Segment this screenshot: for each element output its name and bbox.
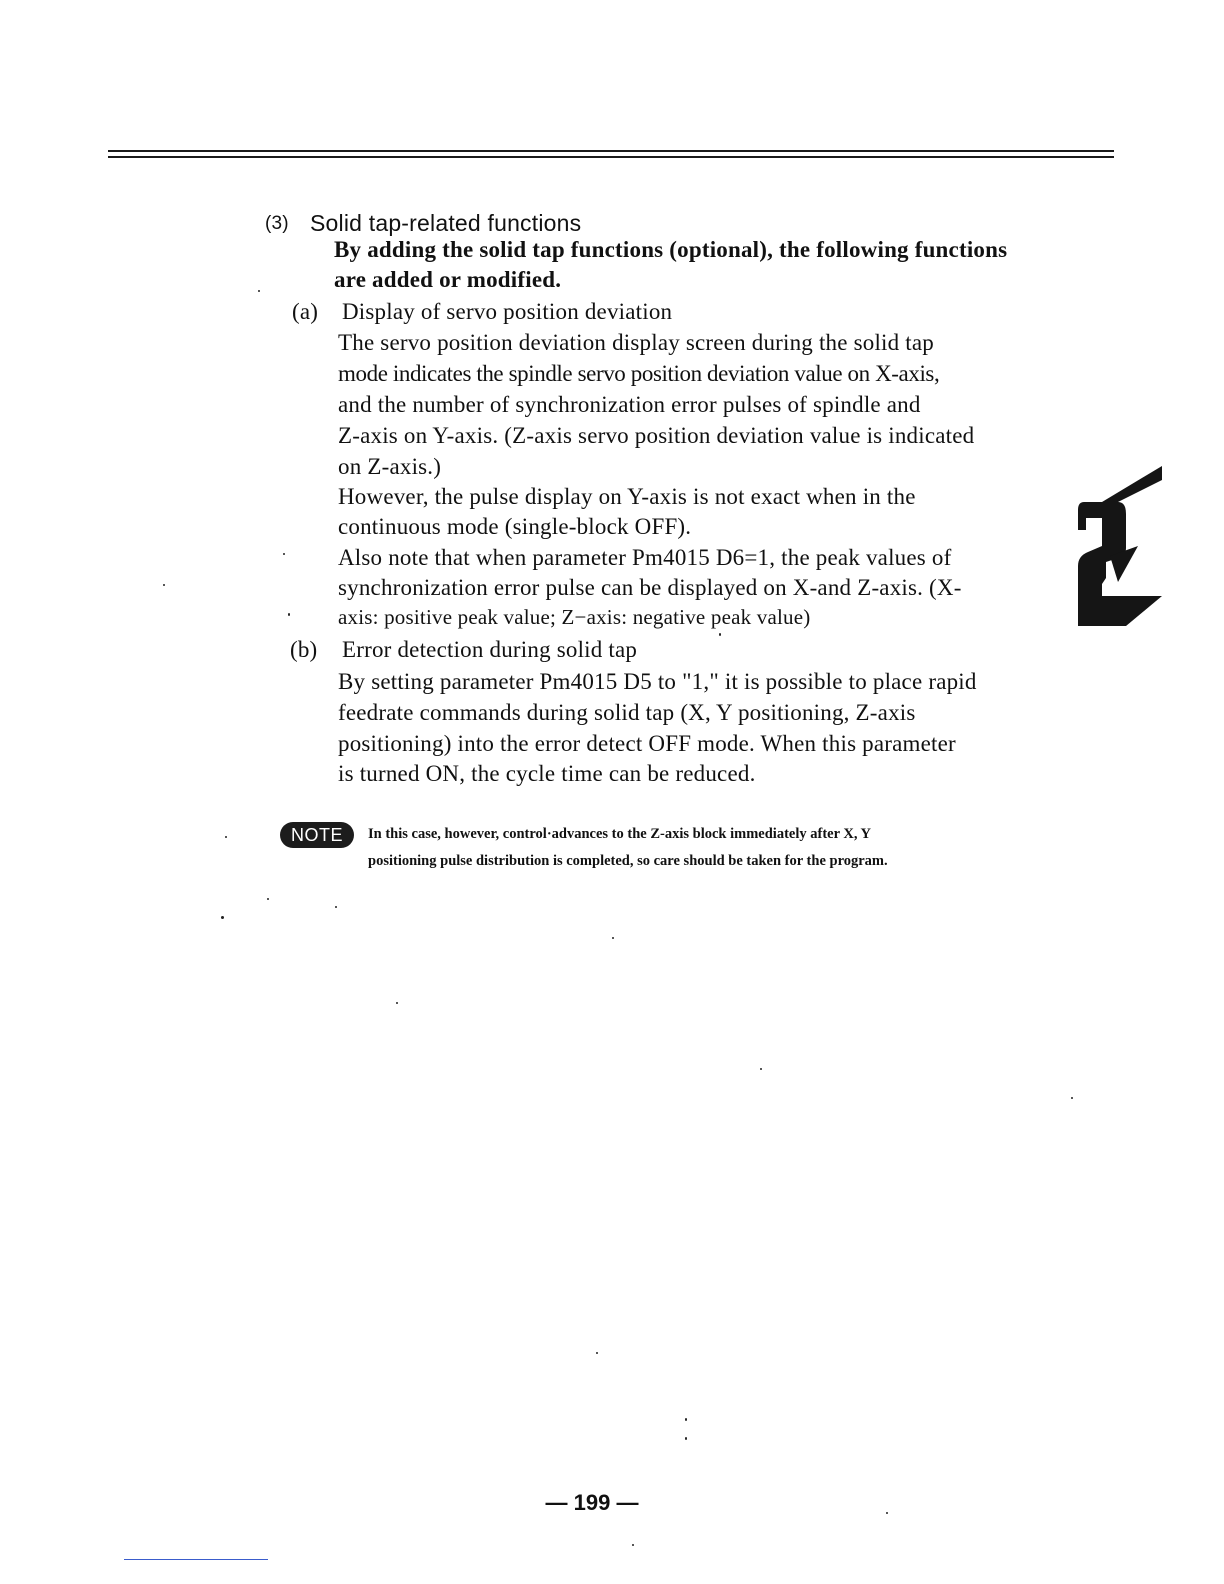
scan-speck bbox=[596, 1352, 598, 1354]
item-b-line: positioning) into the error detect OFF mode. When this parameter bbox=[338, 731, 956, 756]
item-b-line: feedrate commands during solid tap (X, Y positioning, Z-axis bbox=[338, 700, 916, 725]
item-b-line: is turned ON, the cycle time can be reduced. bbox=[338, 761, 756, 786]
item-a-line: continuous mode (single-block OFF). bbox=[338, 514, 692, 539]
item-a-line: synchronization error pulse can be displayed on X-and Z-axis. (X- bbox=[338, 575, 962, 600]
scan-speck bbox=[221, 916, 224, 919]
scan-speck bbox=[685, 1418, 687, 1421]
section-intro-line: By adding the solid tap functions (optional), the following functions bbox=[334, 237, 1008, 262]
item-a-line: axis: positive peak value; Z−axis: negative peak value) bbox=[338, 605, 811, 629]
header-rule-top bbox=[108, 150, 1114, 152]
item-a-line: The servo position deviation display screen during the solid tap bbox=[338, 330, 934, 355]
scan-speck bbox=[632, 1544, 634, 1546]
scan-speck bbox=[225, 836, 227, 838]
page-number: — 199 — bbox=[545, 1490, 639, 1515]
note-line: In this case, however, control·advances to the Z-axis block immediately after X, Y bbox=[368, 826, 872, 842]
chapter-2-icon bbox=[1074, 466, 1162, 626]
scan-speck bbox=[719, 633, 721, 636]
item-b-title: Error detection during solid tap bbox=[342, 637, 638, 662]
scan-speck bbox=[335, 906, 337, 908]
scan-speck bbox=[760, 1068, 762, 1070]
item-a-line: However, the pulse display on Y-axis is not exact when in the bbox=[338, 484, 916, 509]
scan-speck bbox=[288, 613, 290, 616]
note-badge: NOTE bbox=[280, 822, 354, 848]
item-a-line: and the number of synchronization error pulses of spindle and bbox=[338, 392, 921, 417]
header-rule-bottom bbox=[108, 156, 1114, 158]
scan-speck bbox=[886, 1512, 888, 1514]
scan-speck bbox=[396, 1002, 398, 1004]
item-a-line: Also note that when parameter Pm4015 D6=1, the peak values of bbox=[338, 545, 952, 570]
item-a-line: on Z-axis.) bbox=[338, 454, 442, 479]
scan-speck bbox=[258, 290, 260, 292]
scan-edge-line bbox=[124, 1559, 268, 1560]
scan-speck bbox=[612, 937, 614, 939]
scan-speck bbox=[163, 584, 165, 586]
section-intro-line: are added or modified. bbox=[334, 267, 562, 292]
scan-speck bbox=[267, 898, 269, 900]
section-number: (3) bbox=[265, 213, 289, 234]
section-title: Solid tap-related functions bbox=[310, 210, 582, 236]
scan-speck bbox=[1071, 1097, 1073, 1099]
item-a-title: Display of servo position deviation bbox=[342, 299, 673, 324]
item-a-label: (a) bbox=[292, 299, 319, 324]
item-b-line: By setting parameter Pm4015 D5 to "1," it is possible to place rapid bbox=[338, 669, 977, 694]
item-a-line: mode indicates the spindle servo position deviation value on X-axis, bbox=[338, 361, 940, 386]
scan-speck bbox=[685, 1437, 687, 1440]
item-b-label: (b) bbox=[290, 637, 318, 662]
note-line: positioning pulse distribution is completed, so care should be taken for the program. bbox=[368, 853, 888, 869]
item-a-line: Z-axis on Y-axis. (Z-axis servo position deviation value is indicated bbox=[338, 423, 975, 448]
scan-speck bbox=[283, 553, 285, 555]
